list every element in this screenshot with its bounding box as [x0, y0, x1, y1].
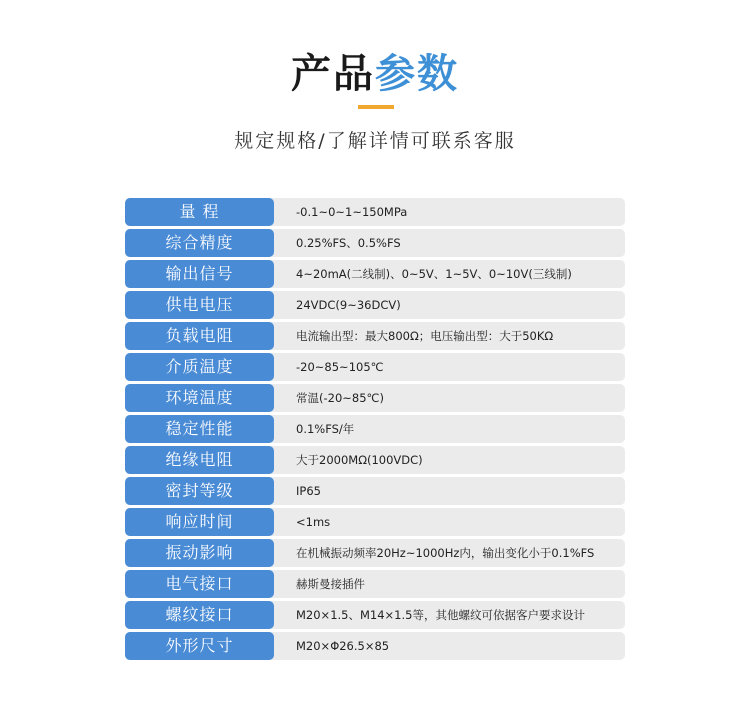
page-subtitle: 规定规格/了解详情可联系客服 — [234, 130, 516, 152]
spec-value: 大于2000MΩ(100VDC) — [296, 453, 423, 467]
spec-row — [125, 570, 625, 598]
spec-label: 负载电阻 — [125, 322, 274, 350]
spec-row — [125, 229, 625, 257]
spec-row — [125, 539, 625, 567]
spec-label: 综合精度 — [125, 229, 274, 257]
spec-row — [125, 353, 625, 381]
spec-label: 振动影响 — [125, 539, 274, 567]
spec-value: -20~85~105℃ — [296, 360, 384, 374]
page-header — [0, 48, 750, 100]
spec-table — [125, 198, 625, 663]
spec-label: 输出信号 — [125, 260, 274, 288]
spec-value: 赫斯曼接插件 — [296, 577, 365, 591]
page-title — [0, 48, 750, 100]
spec-value: 4~20mA(二线制)、0~5V、1~5V、0~10V(三线制) — [296, 267, 572, 281]
spec-value: 24VDC(9~36DCV) — [296, 298, 401, 312]
spec-label: 螺纹接口 — [125, 601, 274, 629]
spec-label: 稳定性能 — [125, 415, 274, 443]
spec-label: 电气接口 — [125, 570, 274, 598]
spec-label: 供电电压 — [125, 291, 274, 319]
spec-row — [125, 508, 625, 536]
spec-value: 常温(-20~85℃) — [296, 391, 384, 405]
title-part-product: 产品 — [291, 51, 375, 97]
spec-value: 0.25%FS、0.5%FS — [296, 236, 401, 250]
spec-value: <1ms — [296, 515, 331, 529]
spec-label: 外形尺寸 — [125, 632, 274, 660]
spec-value: -0.1~0~1~150MPa — [296, 205, 408, 219]
spec-row — [125, 322, 625, 350]
spec-row — [125, 291, 625, 319]
spec-value: M20×Φ26.5×85 — [296, 639, 390, 653]
spec-label: 环境温度 — [125, 384, 274, 412]
title-underline — [358, 105, 394, 109]
spec-row — [125, 601, 625, 629]
spec-value: 电流输出型：最大800Ω；电压输出型：大于50KΩ — [296, 329, 554, 343]
title-part-params: 参数 — [375, 51, 459, 97]
spec-row — [125, 260, 625, 288]
spec-label: 响应时间 — [125, 508, 274, 536]
spec-label: 介质温度 — [125, 353, 274, 381]
spec-row — [125, 632, 625, 660]
spec-row — [125, 198, 625, 226]
spec-label: 密封等级 — [125, 477, 274, 505]
spec-row — [125, 446, 625, 474]
spec-value: 在机械振动频率20Hz~1000Hz内，输出变化小于0.1%FS — [296, 546, 595, 560]
spec-value: 0.1%FS/年 — [296, 422, 355, 436]
spec-row — [125, 415, 625, 443]
spec-row — [125, 477, 625, 505]
spec-value: IP65 — [296, 484, 321, 498]
spec-row — [125, 384, 625, 412]
spec-label: 量 程 — [125, 198, 274, 226]
spec-label: 绝缘电阻 — [125, 446, 274, 474]
spec-value: M20×1.5、M14×1.5等，其他螺纹可依据客户要求设计 — [296, 608, 585, 622]
